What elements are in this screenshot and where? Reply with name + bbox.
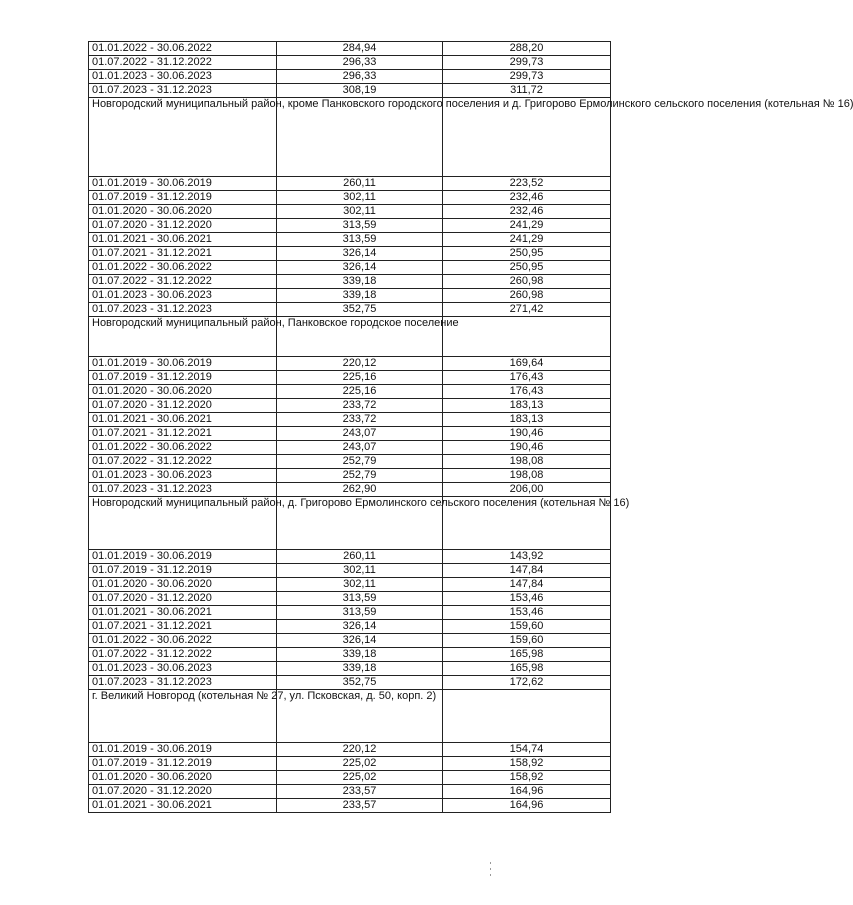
tariff-value-2: 158,92 bbox=[443, 757, 611, 771]
period-cell: 01.07.2021 - 31.12.2021 bbox=[89, 620, 277, 634]
period-cell: 01.07.2020 - 31.12.2020 bbox=[89, 219, 277, 233]
tariff-value-1: 243,07 bbox=[277, 427, 443, 441]
period-cell: 01.01.2019 - 30.06.2019 bbox=[89, 743, 277, 757]
tariff-value-1: 326,14 bbox=[277, 247, 443, 261]
period-row bbox=[89, 413, 611, 427]
tariff-value-2: 250,95 bbox=[443, 247, 611, 261]
tariff-value-2: 190,46 bbox=[443, 441, 611, 455]
period-cell: 01.01.2021 - 30.06.2021 bbox=[89, 233, 277, 247]
period-row bbox=[89, 233, 611, 247]
period-cell: 01.01.2021 - 30.06.2021 bbox=[89, 799, 277, 813]
tariff-value-1: 233,72 bbox=[277, 413, 443, 427]
tariff-value-1: 313,59 bbox=[277, 606, 443, 620]
period-cell: 01.01.2023 - 30.06.2023 bbox=[89, 662, 277, 676]
period-row bbox=[89, 191, 611, 205]
tariff-value-1: 296,33 bbox=[277, 56, 443, 70]
period-cell: 01.07.2021 - 31.12.2021 bbox=[89, 427, 277, 441]
period-row bbox=[89, 205, 611, 219]
tariff-value-2: 288,20 bbox=[443, 42, 611, 56]
tariff-value-1: 313,59 bbox=[277, 219, 443, 233]
group-label: Новгородский муниципальный район, д. Григорово Ермолинского сельского поселения (котельная № 16) bbox=[89, 497, 277, 550]
tariff-value-2: 172,62 bbox=[443, 676, 611, 690]
period-row bbox=[89, 606, 611, 620]
period-cell: 01.01.2023 - 30.06.2023 bbox=[89, 70, 277, 84]
tariff-value-2: 241,29 bbox=[443, 233, 611, 247]
period-row bbox=[89, 578, 611, 592]
tariff-value-1: 326,14 bbox=[277, 261, 443, 275]
tariff-value-2: 311,72 bbox=[443, 84, 611, 98]
tariff-value-1: 302,11 bbox=[277, 578, 443, 592]
period-row bbox=[89, 648, 611, 662]
period-row bbox=[89, 275, 611, 289]
tariff-value-1: 225,02 bbox=[277, 771, 443, 785]
period-cell: 01.01.2019 - 30.06.2019 bbox=[89, 177, 277, 191]
tariff-value-1: 302,11 bbox=[277, 564, 443, 578]
group-label: Новгородский муниципальный район, кроме Панковского городского поселения и д. Григорово Ермолинского сельского поселения (котельная № 16) bbox=[89, 98, 277, 177]
tariff-table bbox=[88, 41, 853, 813]
period-row bbox=[89, 592, 611, 606]
tariff-value-2: 190,46 bbox=[443, 427, 611, 441]
period-cell: 01.07.2019 - 31.12.2019 bbox=[89, 757, 277, 771]
period-cell: 01.07.2022 - 31.12.2022 bbox=[89, 275, 277, 289]
tariff-value-2: 164,96 bbox=[443, 799, 611, 813]
tariff-value-1: 225,16 bbox=[277, 371, 443, 385]
period-cell: 01.01.2021 - 30.06.2021 bbox=[89, 606, 277, 620]
group-row bbox=[89, 98, 611, 177]
tariff-value-2: 232,46 bbox=[443, 205, 611, 219]
tariff-value-2: 169,64 bbox=[443, 357, 611, 371]
tariff-value-2: 159,60 bbox=[443, 634, 611, 648]
tariff-value-1: 220,12 bbox=[277, 357, 443, 371]
group-row bbox=[89, 497, 611, 550]
period-row bbox=[89, 357, 611, 371]
period-row bbox=[89, 42, 611, 56]
period-row bbox=[89, 289, 611, 303]
group-label: Новгородский муниципальный район, Панковское городское поселение bbox=[89, 317, 277, 357]
tariff-value-1: 339,18 bbox=[277, 275, 443, 289]
group-row bbox=[89, 317, 611, 357]
tariff-value-2: 183,13 bbox=[443, 399, 611, 413]
tariff-value-1: 313,59 bbox=[277, 233, 443, 247]
period-cell: 01.01.2022 - 30.06.2022 bbox=[89, 42, 277, 56]
period-cell: 01.07.2023 - 31.12.2023 bbox=[89, 303, 277, 317]
tariff-value-1: 302,11 bbox=[277, 191, 443, 205]
tariff-value-2: 198,08 bbox=[443, 455, 611, 469]
period-row bbox=[89, 219, 611, 233]
tariff-value-1: 243,07 bbox=[277, 441, 443, 455]
period-row bbox=[89, 177, 611, 191]
tariff-table-body bbox=[89, 42, 853, 813]
period-cell: 01.01.2019 - 30.06.2019 bbox=[89, 550, 277, 564]
tariff-value-2: 176,43 bbox=[443, 385, 611, 399]
tariff-value-2: 147,84 bbox=[443, 578, 611, 592]
tariff-value-1: 233,72 bbox=[277, 399, 443, 413]
tariff-value-2: 147,84 bbox=[443, 564, 611, 578]
period-cell: 01.07.2023 - 31.12.2023 bbox=[89, 483, 277, 497]
period-cell: 01.07.2019 - 31.12.2019 bbox=[89, 371, 277, 385]
tariff-value-1: 233,57 bbox=[277, 799, 443, 813]
tariff-value-1: 233,57 bbox=[277, 785, 443, 799]
tariff-value-1: 260,11 bbox=[277, 177, 443, 191]
period-cell: 01.07.2023 - 31.12.2023 bbox=[89, 84, 277, 98]
period-cell: 01.07.2019 - 31.12.2019 bbox=[89, 191, 277, 205]
period-row bbox=[89, 371, 611, 385]
blank-cell-2 bbox=[443, 317, 611, 357]
period-row bbox=[89, 564, 611, 578]
period-cell: 01.01.2020 - 30.06.2020 bbox=[89, 578, 277, 592]
period-row bbox=[89, 70, 611, 84]
tariff-value-2: 164,96 bbox=[443, 785, 611, 799]
period-cell: 01.01.2022 - 30.06.2022 bbox=[89, 441, 277, 455]
period-cell: 01.07.2023 - 31.12.2023 bbox=[89, 676, 277, 690]
period-cell: 01.01.2020 - 30.06.2020 bbox=[89, 205, 277, 219]
tariff-value-1: 225,16 bbox=[277, 385, 443, 399]
period-cell: 01.01.2019 - 30.06.2019 bbox=[89, 357, 277, 371]
period-row bbox=[89, 757, 611, 771]
period-row bbox=[89, 743, 611, 757]
period-cell: 01.07.2019 - 31.12.2019 bbox=[89, 564, 277, 578]
tariff-value-2: 260,98 bbox=[443, 275, 611, 289]
tariff-value-2: 198,08 bbox=[443, 469, 611, 483]
period-row bbox=[89, 676, 611, 690]
period-cell: 01.07.2020 - 31.12.2020 bbox=[89, 785, 277, 799]
tariff-value-1: 252,79 bbox=[277, 455, 443, 469]
tariff-value-2: 158,92 bbox=[443, 771, 611, 785]
tariff-value-2: 206,00 bbox=[443, 483, 611, 497]
period-row bbox=[89, 385, 611, 399]
period-row bbox=[89, 427, 611, 441]
period-row bbox=[89, 303, 611, 317]
tariff-value-1: 260,11 bbox=[277, 550, 443, 564]
period-row bbox=[89, 247, 611, 261]
tariff-value-1: 326,14 bbox=[277, 620, 443, 634]
period-row bbox=[89, 399, 611, 413]
tariff-value-2: 143,92 bbox=[443, 550, 611, 564]
tariff-value-2: 299,73 bbox=[443, 56, 611, 70]
period-row bbox=[89, 441, 611, 455]
tariff-value-1: 326,14 bbox=[277, 634, 443, 648]
tariff-value-1: 313,59 bbox=[277, 592, 443, 606]
tariff-value-2: 241,29 bbox=[443, 219, 611, 233]
period-cell: 01.07.2020 - 31.12.2020 bbox=[89, 399, 277, 413]
period-cell: 01.07.2022 - 31.12.2022 bbox=[89, 56, 277, 70]
tariff-value-2: 154,74 bbox=[443, 743, 611, 757]
period-row bbox=[89, 483, 611, 497]
period-row bbox=[89, 261, 611, 275]
tariff-value-1: 302,11 bbox=[277, 205, 443, 219]
period-cell: 01.01.2022 - 30.06.2022 bbox=[89, 261, 277, 275]
tariff-value-2: 260,98 bbox=[443, 289, 611, 303]
tariff-value-1: 308,19 bbox=[277, 84, 443, 98]
scan-mark bbox=[490, 874, 491, 876]
period-cell: 01.01.2020 - 30.06.2020 bbox=[89, 385, 277, 399]
blank-cell-2 bbox=[443, 690, 611, 743]
period-row bbox=[89, 620, 611, 634]
period-row bbox=[89, 662, 611, 676]
period-cell: 01.01.2023 - 30.06.2023 bbox=[89, 469, 277, 483]
tariff-value-1: 352,75 bbox=[277, 303, 443, 317]
period-cell: 01.07.2022 - 31.12.2022 bbox=[89, 455, 277, 469]
period-row bbox=[89, 771, 611, 785]
tariff-value-1: 339,18 bbox=[277, 648, 443, 662]
period-row bbox=[89, 550, 611, 564]
period-cell: 01.01.2023 - 30.06.2023 bbox=[89, 289, 277, 303]
group-label: г. Великий Новгород (котельная № 27, ул. Псковская, д. 50, корп. 2) bbox=[89, 690, 277, 743]
period-cell: 01.01.2020 - 30.06.2020 bbox=[89, 771, 277, 785]
tariff-value-2: 153,46 bbox=[443, 592, 611, 606]
tariff-value-2: 165,98 bbox=[443, 662, 611, 676]
period-cell: 01.01.2022 - 30.06.2022 bbox=[89, 634, 277, 648]
tariff-value-1: 352,75 bbox=[277, 676, 443, 690]
tariff-value-2: 183,13 bbox=[443, 413, 611, 427]
period-cell: 01.01.2021 - 30.06.2021 bbox=[89, 413, 277, 427]
period-cell: 01.07.2020 - 31.12.2020 bbox=[89, 592, 277, 606]
tariff-value-1: 225,02 bbox=[277, 757, 443, 771]
tariff-value-2: 223,52 bbox=[443, 177, 611, 191]
tariff-value-1: 252,79 bbox=[277, 469, 443, 483]
period-row bbox=[89, 634, 611, 648]
period-row bbox=[89, 56, 611, 70]
tariff-value-2: 159,60 bbox=[443, 620, 611, 634]
tariff-value-1: 262,90 bbox=[277, 483, 443, 497]
tariff-value-2: 176,43 bbox=[443, 371, 611, 385]
tariff-value-1: 339,18 bbox=[277, 662, 443, 676]
period-row bbox=[89, 469, 611, 483]
tariff-value-2: 153,46 bbox=[443, 606, 611, 620]
tariff-value-1: 284,94 bbox=[277, 42, 443, 56]
scan-mark bbox=[490, 862, 491, 864]
tariff-value-2: 299,73 bbox=[443, 70, 611, 84]
tariff-value-2: 250,95 bbox=[443, 261, 611, 275]
tariff-value-2: 165,98 bbox=[443, 648, 611, 662]
tariff-value-1: 296,33 bbox=[277, 70, 443, 84]
period-row bbox=[89, 84, 611, 98]
period-cell: 01.07.2022 - 31.12.2022 bbox=[89, 648, 277, 662]
period-row bbox=[89, 799, 611, 813]
tariff-value-1: 339,18 bbox=[277, 289, 443, 303]
period-row bbox=[89, 455, 611, 469]
group-row bbox=[89, 690, 611, 743]
scan-mark bbox=[490, 868, 491, 870]
period-cell: 01.07.2021 - 31.12.2021 bbox=[89, 247, 277, 261]
tariff-value-1: 220,12 bbox=[277, 743, 443, 757]
period-row bbox=[89, 785, 611, 799]
tariff-value-2: 271,42 bbox=[443, 303, 611, 317]
tariff-value-2: 232,46 bbox=[443, 191, 611, 205]
